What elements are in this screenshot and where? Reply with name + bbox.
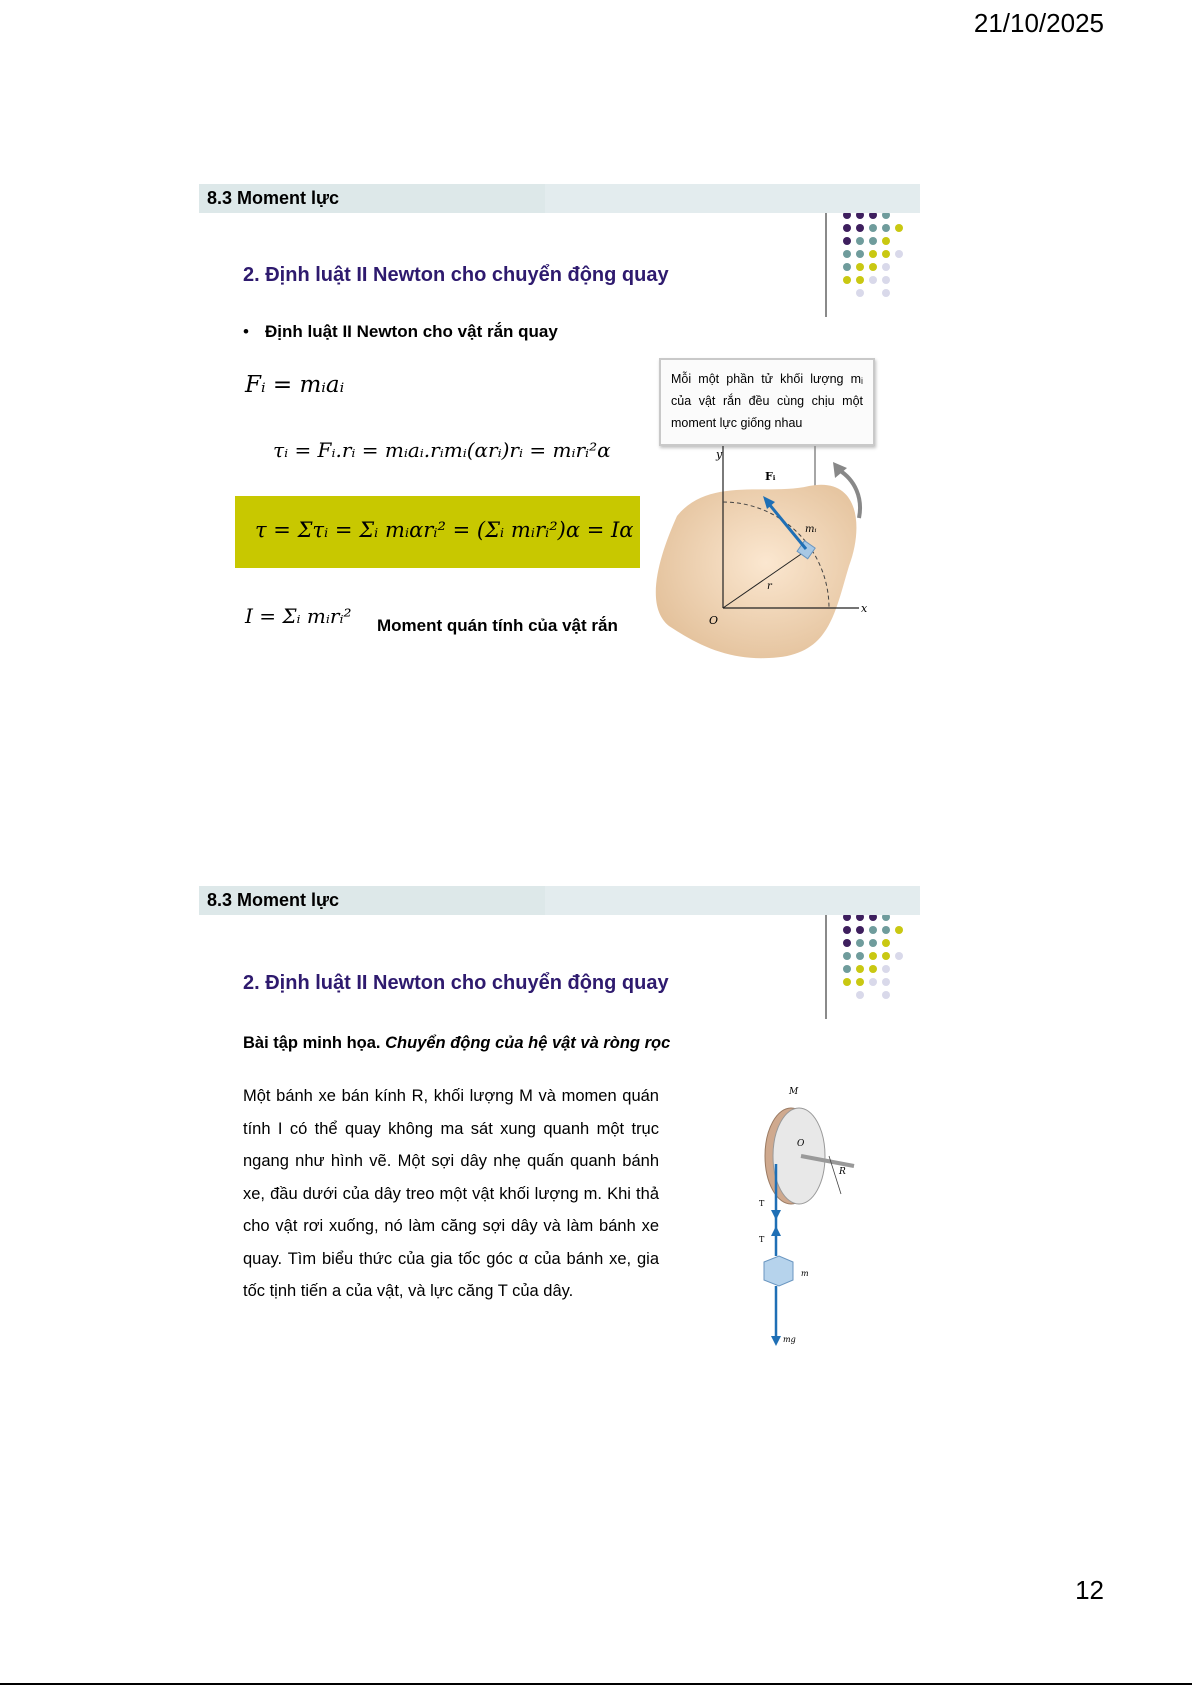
slide-1 — [199, 184, 920, 684]
diagram-m-label: m — [801, 1269, 809, 1278]
exercise-label: Bài tập minh họa. — [243, 1034, 381, 1052]
exercise-title — [243, 1034, 670, 1053]
page-number: 12 — [1075, 1575, 1104, 1605]
diagram-M-label: M — [789, 1087, 799, 1097]
slide-heading: 2. Định luật II Newton cho chuyển động quay — [243, 972, 669, 994]
decor-dots — [839, 213, 919, 303]
diagram-T-top-label: T — [759, 1199, 765, 1208]
diagram-mass-label: mᵢ — [805, 524, 817, 535]
decor-line — [825, 213, 827, 317]
header-date: 21/10/2025 — [973, 8, 1104, 38]
diagram-T-bottom-label: T — [759, 1235, 765, 1244]
pulley-diagram — [729, 1084, 869, 1346]
equation-total-torque: τ = Στᵢ = Σᵢ mᵢαrᵢ² = (Σᵢ mᵢrᵢ²)α = Iα — [255, 518, 634, 542]
bullet-text: Định luật II Newton cho vật rắn quay — [265, 322, 558, 341]
section-title: 8.3 Moment lực — [207, 890, 340, 910]
exercise-paragraph: Một bánh xe bán kính R, khối lượng M và momen quán tính I có thể quay không ma sát xung quanh một trục ngang như hình vẽ. Một sợi dây nhẹ quấn quanh bánh xe, đầu dưới của dây treo một vật khối lượng m. Khi thả cho vật rơi xuống, nó làm căng sợi dây và làm bánh xe quay. Tìm biểu thức của gia tốc góc α của bánh xe, gia tốc tịnh tiến a của vật, và lực căng T của dây. — [243, 1087, 659, 1300]
slide-heading: 2. Định luật II Newton cho chuyển động quay — [243, 264, 669, 286]
diagram-x-label: x — [861, 602, 868, 615]
rigid-body-diagram — [649, 446, 879, 666]
diagram-mg-label: mg — [783, 1335, 796, 1344]
inertia-label: Moment quán tính của vật rắn — [377, 616, 618, 635]
diagram-r-label: r — [767, 581, 772, 592]
decor-line — [825, 915, 827, 1019]
diagram-R-label: R — [839, 1167, 846, 1177]
diagram-O-label: O — [797, 1139, 805, 1149]
highlight-equation-box — [235, 496, 640, 568]
section-bar — [199, 886, 920, 915]
diagram-origin-label: O — [709, 614, 719, 627]
section-title: 8.3 Moment lực — [207, 188, 340, 208]
callout-box: Mỗi một phần tử khối lượng mᵢ của vật rắn đều cùng chịu một moment lực giống nhau — [659, 358, 875, 446]
equation-torque-element: τᵢ = Fᵢ.rᵢ = mᵢaᵢ.rᵢmᵢ(αrᵢ)rᵢ = mᵢrᵢ²α — [273, 438, 611, 462]
slide-2 — [199, 886, 920, 1386]
section-bar — [199, 184, 920, 213]
decor-dots — [839, 915, 919, 1005]
diagram-force-label: Fᵢ — [765, 470, 776, 483]
bullet-item: • Định luật II Newton cho vật rắn quay — [243, 322, 558, 341]
exercise-topic: Chuyển động của hệ vật và ròng rọc — [385, 1034, 671, 1052]
equation-moment-inertia: I = Σᵢ mᵢrᵢ² — [245, 604, 352, 628]
diagram-y-label: y — [716, 448, 723, 461]
equation-force: Fᵢ = mᵢaᵢ — [245, 372, 345, 398]
